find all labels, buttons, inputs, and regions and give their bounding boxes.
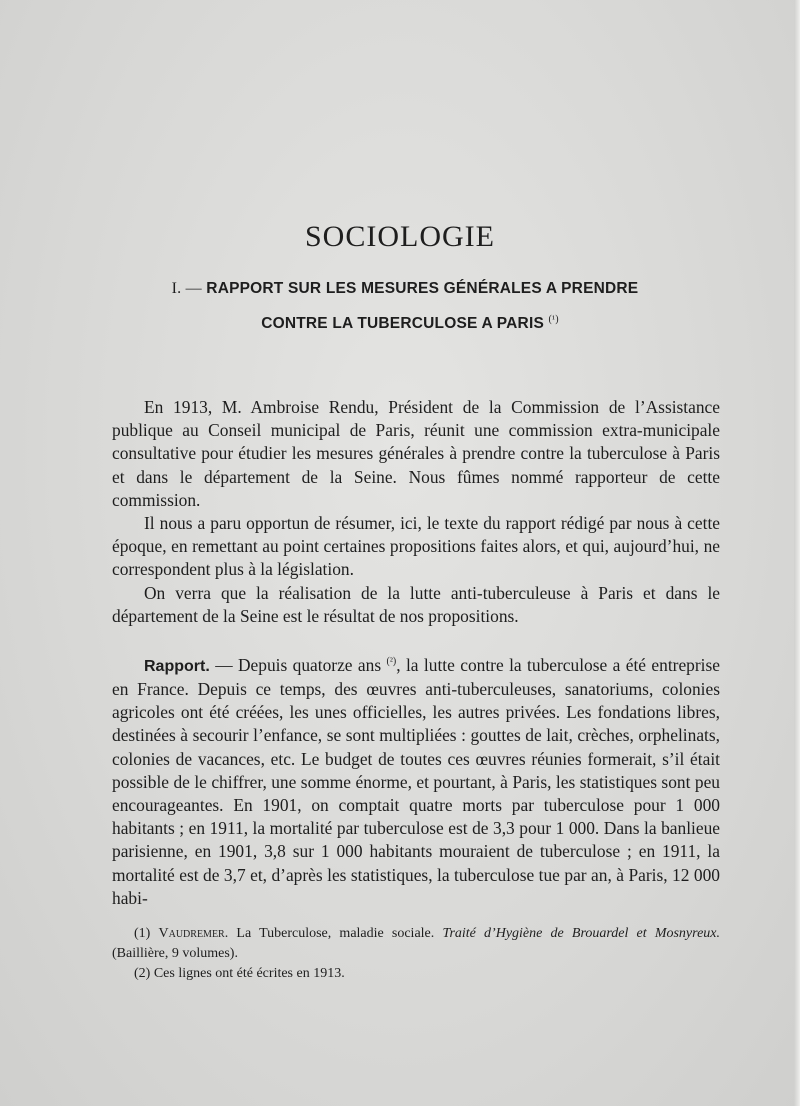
chapter-title-line-2 (0, 314, 800, 333)
report-text (112, 650, 720, 910)
chapter-number: I. — (171, 280, 202, 297)
footnote-1-author: Vaudremer. (158, 926, 229, 941)
report-text-rest: , la lutte contre la tuberculose a été entreprise en France. Depuis ce temps, des œuvres anti-tuberculeuses, sanatoriums, colonies agricoles ont été créées, les unes officielles, les autres privées. Les fondations libres, destinées à secourir l’enfance, se sont multipliées : gouttes de lait, crèches, orphelinats, colonies de vacances, etc. Le budget de toutes ces œuvres réunies formerait, s’il était possible de le chiffrer, une somme énorme, et pourtant, à Paris, les statistiques sont peu encourageantes. En 1901, on comptait quatre morts par tuberculose pour 1 000 habitants ; en 1911, la mortalité par tuberculose est de 3,3 pour 1 000. Dans la banlieue parisienne, en 1901, 3,8 sur 1 000 habitants mouraient de tuberculose ; en 1911, la mortalité est de 3,7 et, d’après les statistiques, la tuberculose tue par an, à Paris, 12 000 habi- (112, 654, 720, 908)
report-text-start: — Depuis quatorze ans (209, 654, 387, 675)
intro-paragraph-1: En 1913, M. Ambroise Rendu, Président de la Commission de l’Assistance publique au Conseil municipal de Paris, réunit une commission extra-municipale consultative pour étudier les mesures générales à prendre contre la tuberculose à Paris et dans le département de la Seine. Nous fûmes nommé rapporteur de cette commission. (112, 397, 720, 510)
footnote-2: (2) Ces lignes ont été écrites en 1913. (134, 966, 345, 981)
chapter-title-part-1: RAPPORT SUR LES MESURES GÉNÉRALES A PRENDRE (206, 280, 639, 297)
report-lead: Rapport. (144, 657, 210, 675)
footnote-1: (1) Vaudremer. La Tuberculose, maladie sociale. Traité d’Hygiène de Brouardel et Mosnyreux. (Baillière, 9 volumes). (112, 926, 721, 961)
section-title: SOCIOLOGIE (305, 220, 495, 253)
intro-text (112, 396, 720, 628)
chapter-title-part-2: CONTRE LA TUBERCULOSE A PARIS (261, 315, 544, 333)
chapter-title-line-1 (0, 280, 800, 298)
intro-paragraph-2: Il nous a paru opportun de résumer, ici, le texte du rapport rédigé par nous à cette époque, en remettant au point certaines propositions faites alors, et qui, aujourd’hui, ne correspondent plus à la législation. (112, 513, 720, 580)
footnote-1-series: Traité d’Hygiène de Brouardel et Mosny (442, 926, 693, 941)
report-footnote-ref: (²) (386, 656, 397, 667)
page-edge (794, 0, 800, 1106)
intro-paragraph-3: On verra que la réalisation de la lutte anti-tuberculeuse à Paris et dans le département de la Seine est le résultat de nos propositions. (112, 582, 720, 626)
footnotes (112, 924, 720, 984)
chapter-footnote-ref: (¹) (548, 314, 559, 325)
report-paragraph (112, 650, 720, 910)
